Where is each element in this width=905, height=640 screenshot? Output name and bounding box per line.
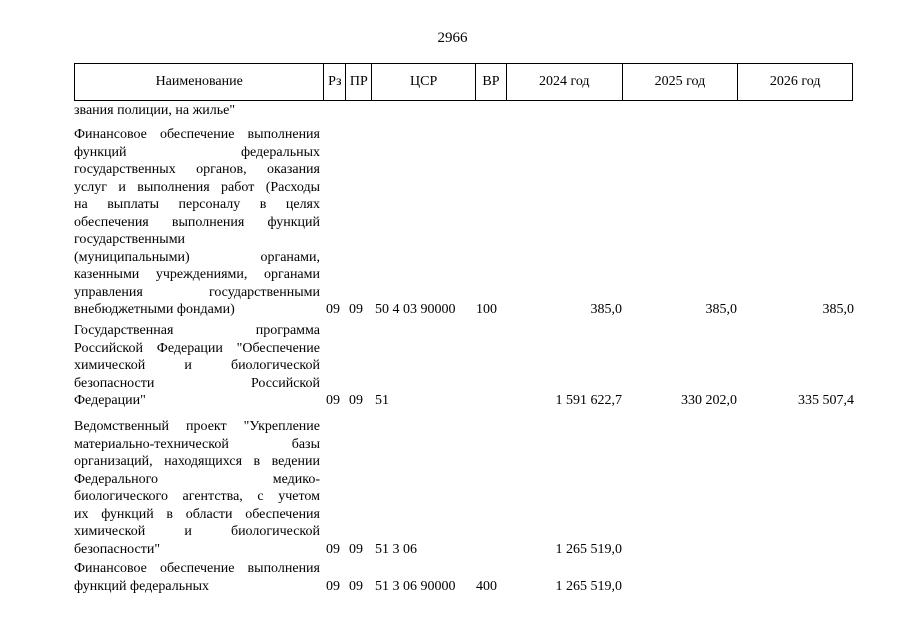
row-name-line: (муниципальными) органами,	[74, 249, 320, 265]
cell-csr: 51	[375, 393, 389, 408]
row-name	[74, 418, 320, 558]
header-name: Наименование	[75, 64, 324, 100]
table-row	[74, 560, 854, 595]
cell-y2024: 1 591 622,7	[555, 393, 622, 408]
row-name-line: их функций в области обеспечения	[74, 506, 320, 522]
cell-y2024: 385,0	[590, 302, 622, 317]
cell-y2026: 385,0	[822, 302, 854, 317]
cell-y2026: 335 507,4	[798, 393, 854, 408]
table-header	[74, 63, 853, 101]
row-name-line: функций федеральных	[74, 144, 320, 160]
cell-pr: 09	[349, 578, 363, 594]
header-2024: 2024 год	[507, 64, 623, 100]
row-name-line: звания полиции, на жилье"	[74, 103, 236, 118]
header-pr: ПР	[346, 64, 372, 100]
cell-rz: 09	[326, 578, 340, 594]
row-name	[74, 560, 320, 595]
row-name-line: химической и биологической	[74, 358, 320, 373]
row-name-line: Федерального медико-	[74, 471, 320, 487]
table-row	[74, 418, 854, 558]
header-2025: 2025 год	[623, 64, 739, 100]
row-name-line: безопасности"	[74, 541, 161, 557]
row-name-line: внебюджетными фондами)	[74, 302, 235, 317]
row-name-line: государственными	[74, 232, 186, 247]
cell-y2025: 385,0	[705, 302, 737, 317]
cell-vr: 100	[476, 302, 497, 317]
row-name-line: Финансовое обеспечение выполнения	[74, 561, 320, 576]
header-rz: Рз	[324, 64, 346, 100]
cell-rz: 09	[326, 541, 340, 557]
row-name-line: Федерации"	[74, 393, 146, 408]
row-name-line: Ведомственный проект "Укрепление	[74, 419, 320, 434]
cell-rz: 09	[326, 393, 340, 408]
row-name	[74, 126, 320, 319]
table-row	[74, 102, 854, 120]
header-vr: ВР	[476, 64, 507, 100]
cell-y2025: 330 202,0	[681, 393, 737, 408]
row-name-line: функций федеральных	[74, 578, 210, 594]
cell-y2024: 1 265 519,0	[555, 541, 622, 557]
row-name-line: материально-технической базы	[74, 436, 320, 452]
row-name-line: управления государственными	[74, 284, 320, 300]
row-name-line: услуг и выполнения работ (Расходы	[74, 179, 320, 195]
header-csr: ЦСР	[372, 64, 476, 100]
page-number: 2966	[437, 30, 468, 46]
row-name	[74, 322, 320, 410]
row-name-line: химической и биологической	[74, 524, 320, 539]
row-name-line: казенными учреждениями, органами	[74, 267, 320, 282]
row-name-line: на выплаты персоналу в целях	[74, 197, 320, 212]
row-name	[74, 102, 320, 120]
row-name-line: Российской Федерации "Обеспечение	[74, 340, 320, 356]
cell-vr: 400	[476, 578, 497, 594]
cell-rz: 09	[326, 302, 340, 317]
cell-csr: 51 3 06 90000	[375, 578, 456, 594]
row-name-line: обеспечения выполнения функций	[74, 214, 320, 230]
row-name-line: биологического агентства, с учетом	[74, 489, 320, 504]
header-2026: 2026 год	[769, 74, 821, 89]
row-name-line: Финансовое обеспечение выполнения	[74, 127, 320, 142]
cell-pr: 09	[349, 393, 363, 408]
cell-pr: 09	[349, 541, 363, 557]
cell-pr: 09	[349, 302, 363, 317]
table-row	[74, 322, 854, 410]
cell-y2024: 1 265 519,0	[555, 578, 622, 594]
row-name-line: Государственная программа	[74, 323, 320, 338]
cell-csr: 50 4 03 90000	[375, 302, 456, 317]
table-row	[74, 126, 854, 319]
row-name-line: государственных органов, оказания	[74, 162, 320, 177]
row-name-line: безопасности Российской	[74, 375, 320, 391]
row-name-line: организаций, находящихся в ведении	[74, 454, 320, 469]
cell-csr: 51 3 06	[375, 541, 417, 557]
